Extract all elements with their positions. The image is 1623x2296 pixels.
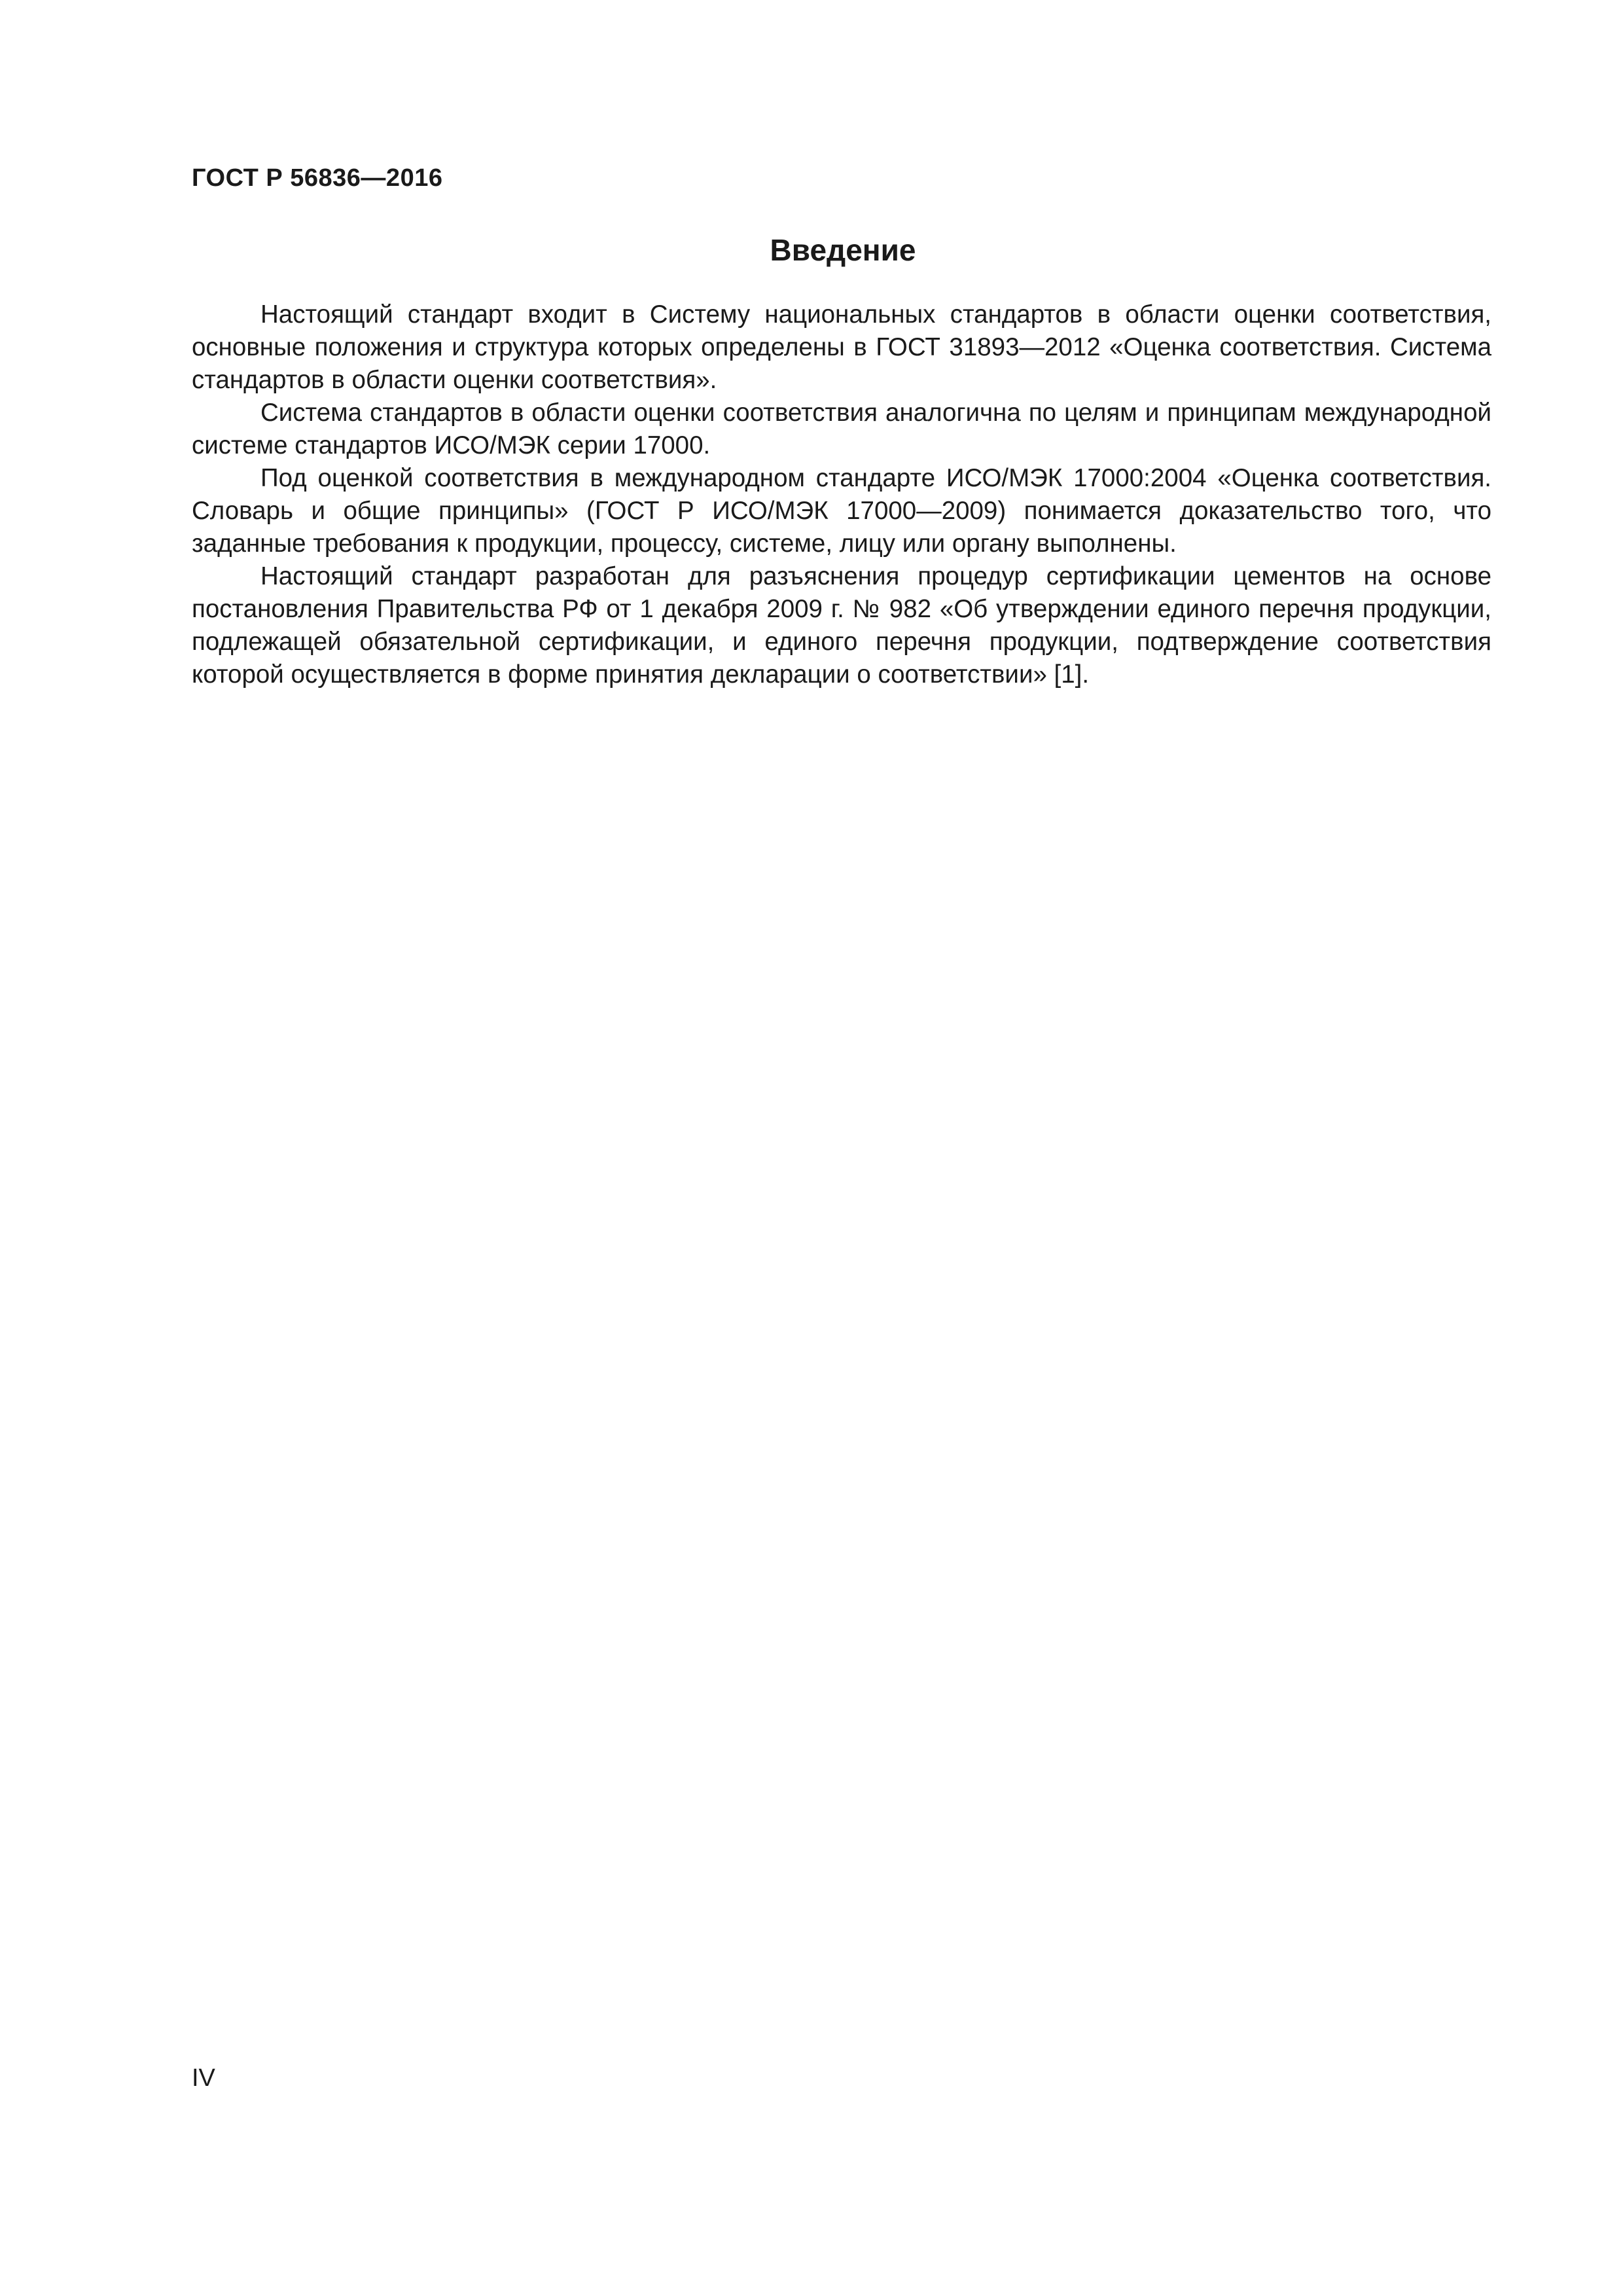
paragraph: Настоящий стандарт разработан для разъяснения процедур сертификации цементов на основе постановления Правительства РФ от 1 декабря 2009 г. № 982 «Об утверждении единого перечня продукции, подлежащей обязательной сертификации, и единого перечня продукции, подтверждение соответствия которой осуществляется в форме принятия декларации о соответствии» [1]. — [192, 562, 1491, 689]
section-title: Введение — [770, 233, 916, 267]
body-text — [192, 298, 1491, 691]
paragraph: Система стандартов в области оценки соответствия аналогична по целям и принципам международной системе стандартов ИСО/МЭК серии 17000. — [192, 399, 1491, 459]
document-header: ГОСТ Р 56836—2016 — [192, 164, 443, 192]
paragraph: Настоящий стандарт входит в Систему национальных стандартов в области оценки соответствия, основные положения и структура которых определены в ГОСТ 31893—2012 «Оценка соответствия. Система стандартов в области оценки соответствия». — [192, 300, 1491, 394]
paragraph: Под оценкой соответствия в международном стандарте ИСО/МЭК 17000:2004 «Оценка соответствия. Словарь и общие принципы» (ГОСТ Р ИСО/МЭК 17000—2009) понимается доказательство того, что заданные требования к продукции, процессу, системе, лицу или органу выполнены. — [192, 464, 1491, 558]
page-number: IV — [192, 2064, 215, 2092]
